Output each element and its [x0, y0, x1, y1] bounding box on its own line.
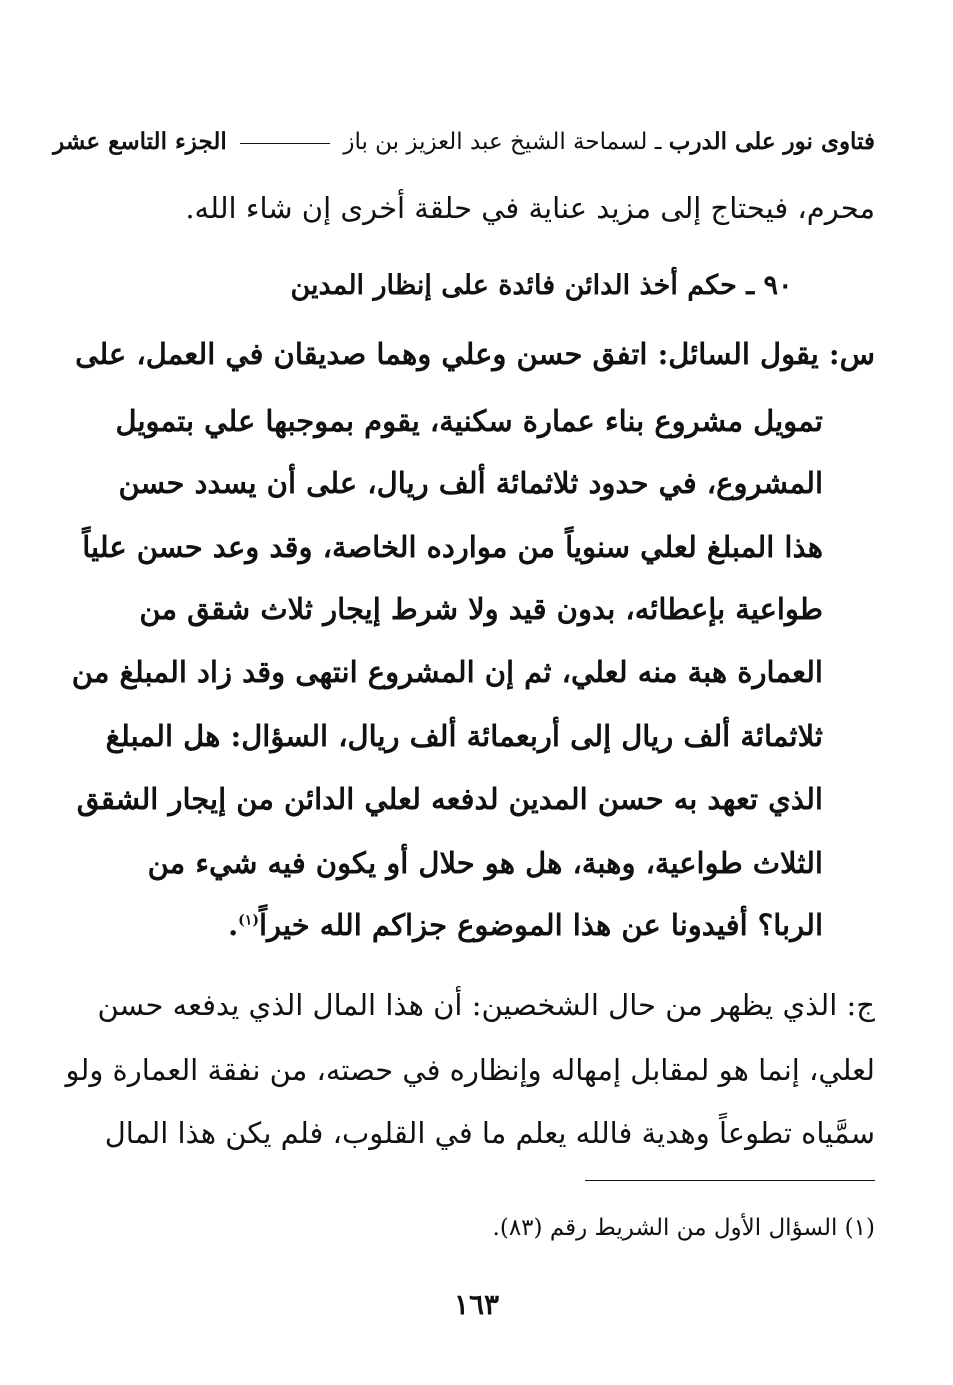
fatwa-heading-text: ٩٠ ـ حكم أخذ الدائن فائدة على إنظار المدين: [290, 270, 793, 301]
intro-line: محرم، فيحتاج إلى مزيد عناية في حلقة أخرى إن شاء الله.: [185, 191, 875, 225]
running-header: [53, 122, 875, 162]
question-line: المشروع، في حدود ثلاثمائة ألف ريال، على أن يسدد حسن: [118, 466, 823, 500]
header-rule: [240, 143, 330, 144]
question-line: تمويل مشروع بناء عمارة سكنية، يقوم بموجبها علي بتمويل: [115, 404, 823, 438]
header-author: ـ لسماحة الشيخ عبد العزيز بن باز: [343, 129, 662, 155]
header-book-title: فتاوى نور على الدرب: [668, 128, 875, 155]
footnote-separator: [585, 1180, 875, 1181]
question-line: العمارة هبة منه لعلي، ثم إن المشروع انتهى وقد زاد المبلغ من: [71, 655, 823, 689]
footnote: (١) السؤال الأول من الشريط رقم (٨٣).: [492, 1215, 875, 1241]
question-line: الذي تعهد به حسن المدين لدفعه لعلي الدائن من إيجار الشقق: [76, 782, 823, 816]
footnote-marker: (١): [238, 912, 259, 929]
question-line: طواعية بإعطائه، بدون قيد ولا شرط إيجار ثلاث شقق من: [139, 592, 823, 626]
question-line: ثلاثمائة ألف ريال إلى أربعمائة ألف ريال، السؤال: هل المبلغ: [105, 719, 823, 753]
question-line: س: يقول السائل: اتفق حسن وعلي وهما صديقان في العمل، على: [75, 337, 875, 371]
question-line: الثلاث طواعية، وهبة، هل هو حلال أو يكون فيه شيء من: [147, 846, 823, 880]
page-number: ١٦٣: [453, 1288, 500, 1321]
question-line-text: الربا؟ أفيدونا عن هذا الموضوع جزاكم الله خيراً: [258, 908, 823, 942]
fatwa-heading: [0, 266, 953, 306]
question-line: هذا المبلغ لعلي سنوياً من موارده الخاصة، وقد وعد حسن علياً: [82, 530, 823, 564]
answer-line: سمَّياه تطوعاً وهدية فالله يعلم ما في القلوب، فلم يكن هذا المال: [104, 1116, 875, 1150]
answer-line: لعلي، إنما هو لمقابل إمهاله وإنظاره في حصته، من نفقة العمارة ولو: [65, 1053, 875, 1087]
header-volume: الجزء التاسع عشر: [53, 128, 227, 155]
question-last-line: [228, 905, 823, 945]
question-end-mark: .: [228, 908, 239, 942]
answer-line: ج: الذي يظهر من حال الشخصين: أن هذا المال الذي يدفعه حسن: [97, 988, 875, 1022]
